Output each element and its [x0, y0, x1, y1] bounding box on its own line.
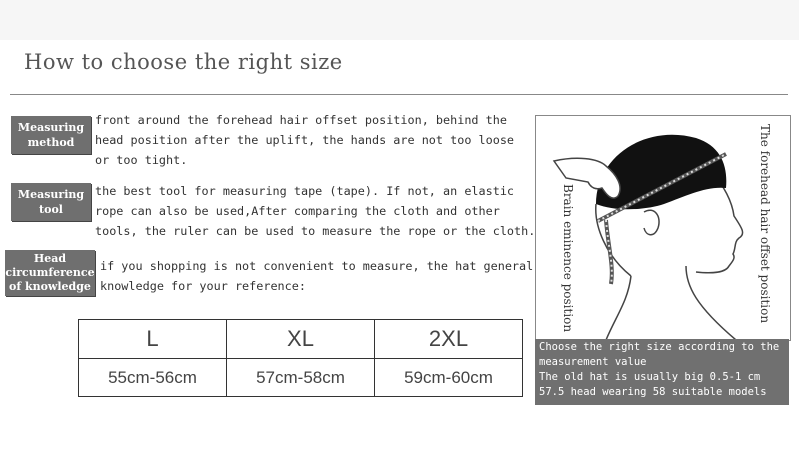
tape-hanging [606, 220, 612, 284]
head-circumference-text [100, 256, 533, 296]
text-line: head position after the uplift, the hands are not too loose [95, 133, 515, 147]
measuring-method-text [95, 110, 514, 170]
badge-line: Head [33, 252, 67, 265]
measuring-tool-text [95, 181, 535, 241]
badge-line: of knowledge [9, 280, 91, 293]
size-row [79, 320, 523, 359]
caption-line: measurement value [539, 356, 647, 368]
range-cell: 57cm-58cm [227, 359, 375, 397]
neck-back-line [606, 276, 631, 340]
text-line: knowledge for your reference: [100, 279, 306, 293]
header-band [0, 0, 799, 40]
forehead-offset-label: The forehead hair offset position [758, 124, 772, 324]
text-line: if you shopping is not convenient to measure, the hat general [100, 259, 534, 273]
badge-line: Measuring [17, 188, 85, 201]
badge-line: Measuring [17, 121, 85, 134]
badge-line: tool [39, 203, 63, 216]
caption-line: Choose the right size according to the [539, 341, 780, 353]
caption-line: 57.5 head wearing 58 suitable models [539, 386, 767, 398]
text-line: the best tool for measuring tape (tape). If not, an elastic [95, 184, 515, 198]
divider [10, 94, 788, 95]
text-line: front around the forehead hair offset position, behind the [95, 113, 507, 127]
measuring-tool-badge [11, 183, 91, 221]
text-line: rope can also be used,After comparing the cloth and other [95, 204, 500, 218]
range-row [79, 359, 523, 397]
size-cell: XL [227, 320, 375, 359]
size-table [78, 319, 523, 397]
range-cell: 59cm-60cm [375, 359, 523, 397]
measuring-method-badge [11, 116, 91, 154]
head-measurement-diagram [535, 115, 791, 341]
size-cell: 2XL [375, 320, 523, 359]
ear-icon [644, 210, 659, 235]
text-line: or too tight. [95, 153, 188, 167]
diagram-caption [535, 339, 789, 405]
size-cell: L [79, 320, 227, 359]
neck-front-line [686, 266, 736, 340]
badge-line: method [27, 136, 75, 149]
head-circumference-badge [5, 250, 95, 296]
page-title: How to choose the right size [24, 50, 343, 74]
text-line: tools, the ruler can be used to measure the rope or the cloth. [95, 224, 536, 238]
caption-line: The old hat is usually big 0.5-1 cm [539, 371, 761, 383]
range-cell: 55cm-56cm [79, 359, 227, 397]
brain-eminence-label: Brain eminence position [561, 184, 575, 333]
badge-line: circumference [5, 266, 95, 279]
